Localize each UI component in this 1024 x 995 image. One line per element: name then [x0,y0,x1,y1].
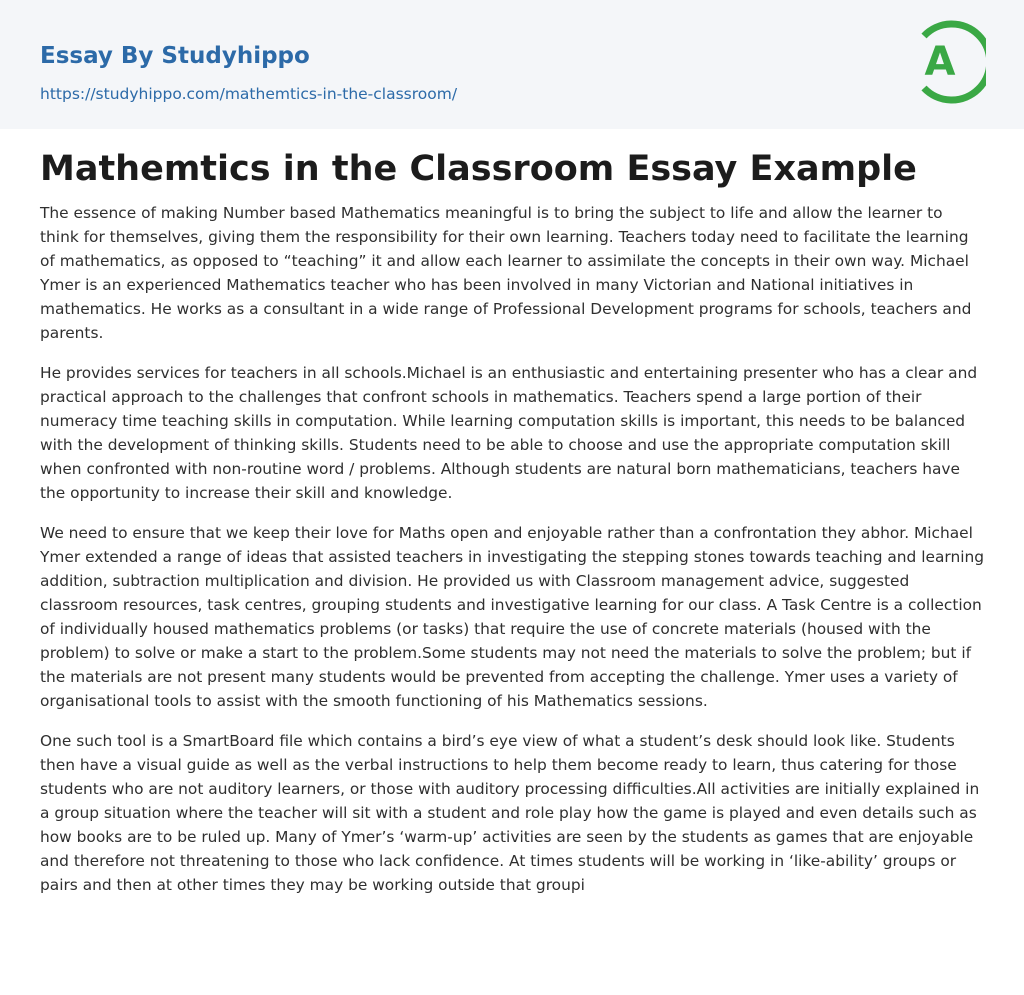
letter-a-circle-logo-icon[interactable] [912,20,986,104]
brand-title[interactable]: Essay By Studyhippo [40,43,310,69]
article-paragraph: He provides services for teachers in all schools.Michael is an enthusiastic and entertaining presenter who has a clear and practical approach to the challenges that confront schools in mathematics. Teachers spend a large portion of their numeracy time teaching skills in computation. While learning computation skills is important, this needs to be balanced with the development of thinking skills. Students need to be able to choose and use the appropriate computation skill when confronted with non-routine word / problems. Although students are natural born mathematicians, teachers have the opportunity to increase their skill and knowledge. [40,364,978,502]
page-title: Mathemtics in the Classroom Essay Example [40,149,917,189]
site-header [0,0,1024,129]
article-paragraph: One such tool is a SmartBoard file which contains a bird’s eye view of what a student’s desk should look like. Students then have a visual guide as well as the verbal instructions to help them become ready to learn, thus catering for those students who are not auditory learners, or those with auditory processing difficulties.All activities are initially explained in a group situation where the teacher will sit with a student and role play how the game is played and even details such as how books are to be ruled up. Many of Ymer’s ‘warm-up’ activities are seen by the students as games that are enjoyable and therefore not threatening to those who lack confidence. At times students will be working in ‘like-ability’ groups or pairs and then at other times they may be working outside that groupi [40,732,980,894]
article-paragraph: The essence of making Number based Mathematics meaningful is to bring the subject to life and allow the learner to think for themselves, giving them the responsibility for their own learning. Teachers today need to facilitate the learning of mathematics, as opposed to “teaching” it and allow each learner to assimilate the concepts in their own way. Michael Ymer is an experienced Mathematics teacher who has been involved in many Victorian and National initiatives in mathematics. He works as a consultant in a wide range of Professional Development programs for schools, teachers and parents. [40,204,972,342]
logo-letter: A [924,39,956,85]
source-url-link[interactable]: https://studyhippo.com/mathemtics-in-the-classroom/ [40,85,458,103]
article-paragraph: We need to ensure that we keep their love for Maths open and enjoyable rather than a confrontation they abhor. Michael Ymer extended a range of ideas that assisted teachers in investigating the stepping stones towards teaching and learning addition, subtraction multiplication and division. He provided us with Classroom management advice, suggested classroom resources, task centres, grouping students and investigative learning for our class. A Task Centre is a collection of individually housed mathematics problems (or tasks) that require the use of concrete materials (housed with the problem) to solve or make a start to the problem.Some students may not need the materials to solve the problem; but if the materials are not present many students would be prevented from accepting the challenge. Ymer uses a variety of organisational tools to assist with the smooth functioning of his Mathematics sessions. [40,524,985,710]
article [0,129,1024,897]
